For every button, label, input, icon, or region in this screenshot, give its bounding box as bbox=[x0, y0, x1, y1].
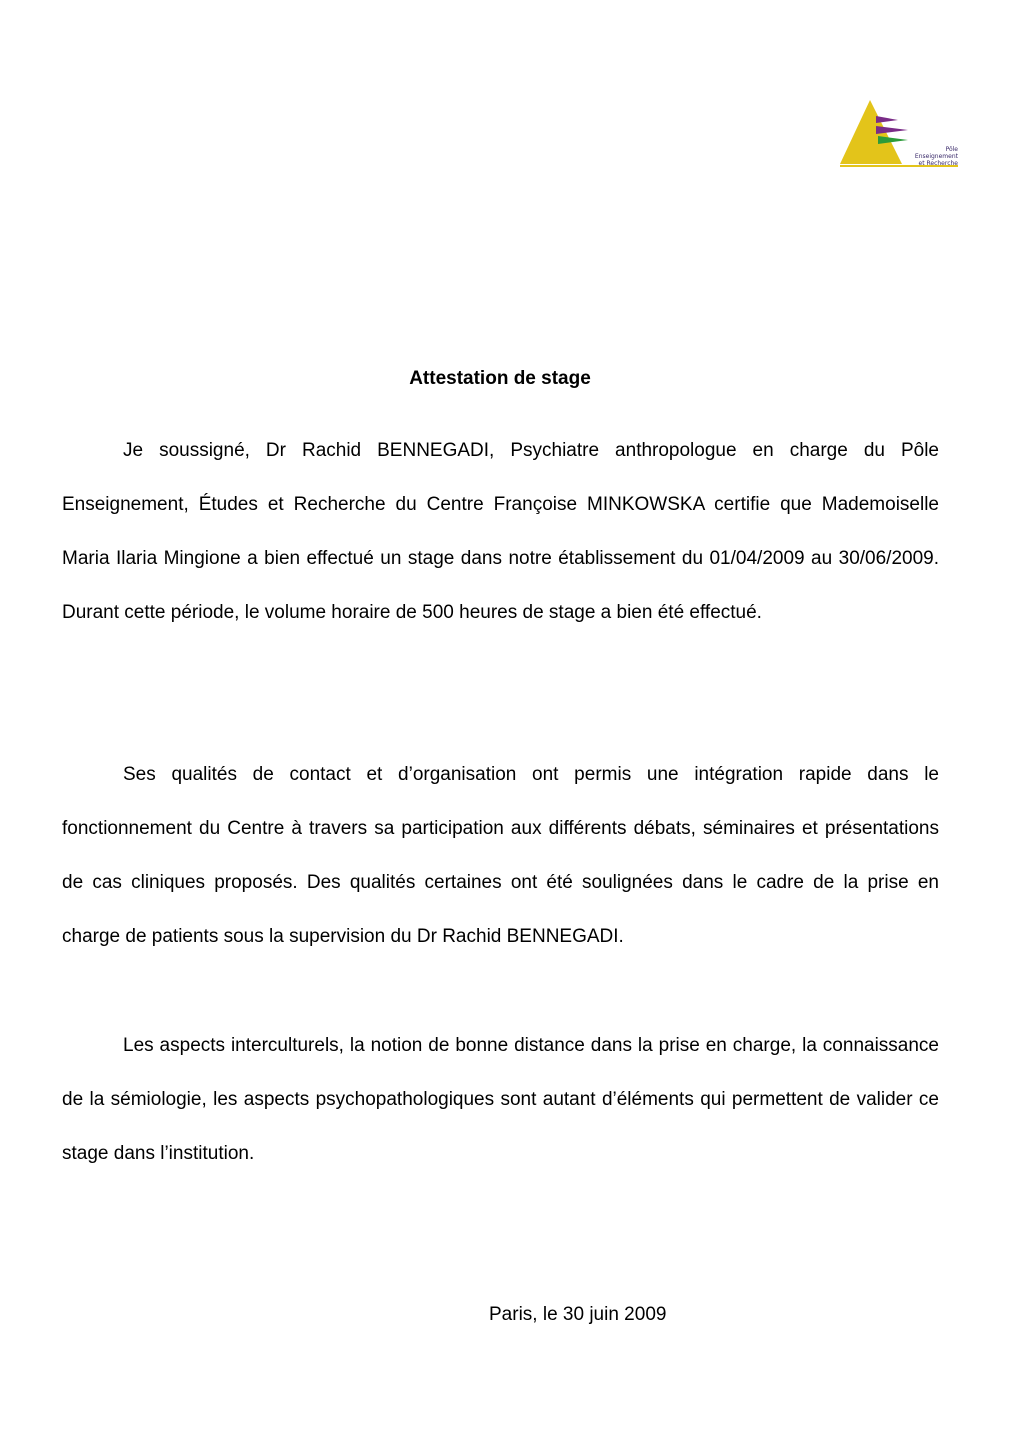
paragraph-validation: Les aspects interculturels, la notion de bonne distance dans la prise en charge, la connaissance de la sémiologie, les aspects psychopathologiques sont autant d’éléments qui permettent de valider ce stage dans l’institution. bbox=[62, 1035, 939, 1164]
paragraph-certification: Je soussigné, Dr Rachid BENNEGADI, Psychiatre anthropologue en charge du Pôle Enseignement, Études et Recherche du Centre Françoise MINKOWSKA certifie que Mademoiselle Maria Ilaria Mingione a bien effectué un stage dans notre établissement du 01/04/2009 au 30/06/2009. Durant cette période, le volume horaire de 500 heures de stage a bien été effectué. bbox=[62, 440, 939, 623]
logo-text bbox=[902, 146, 958, 167]
paragraph-qualities: Ses qualités de contact et d’organisation ont permis une intégration rapide dans le fonctionnement du Centre à travers sa participation aux différents débats, séminaires et présentations de cas cliniques proposés. Des qualités certaines ont été soulignées dans le cadre de la prise en charge de patients sous la supervision du Dr Rachid BENNEGADI. bbox=[62, 764, 939, 947]
document-title: Attestation de stage bbox=[409, 368, 591, 389]
logo-line-2: et Recherche bbox=[918, 160, 958, 167]
pole-logo bbox=[836, 98, 958, 170]
place-date-line: Paris, le 30 juin 2009 bbox=[489, 1304, 667, 1325]
logo-line-1: Pôle Enseignement bbox=[914, 146, 958, 160]
